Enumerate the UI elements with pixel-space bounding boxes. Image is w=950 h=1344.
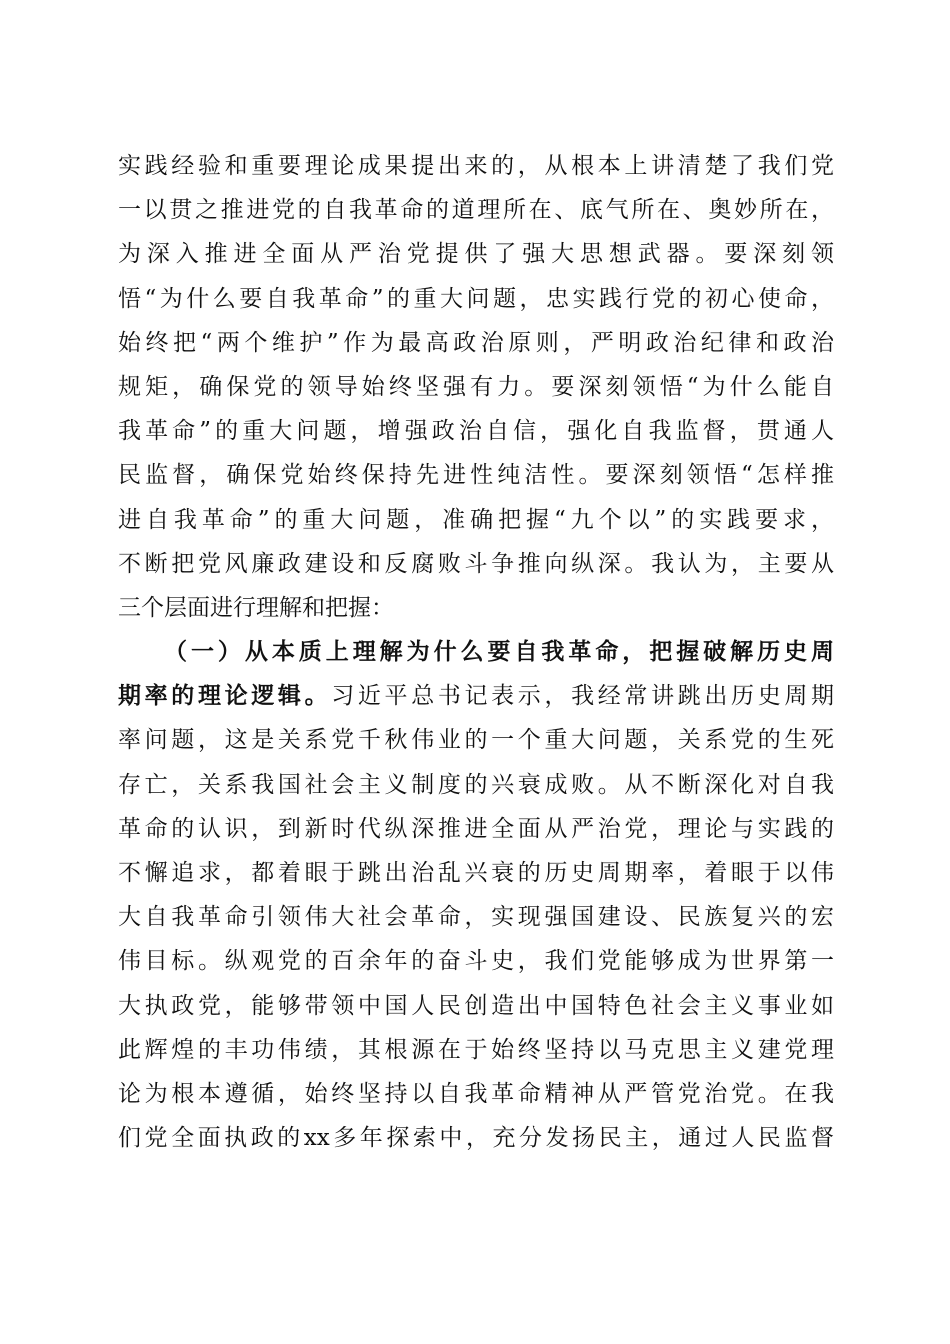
text-line — [118, 763, 834, 807]
line-text: 大自我革命引领伟大社会革命，实现强国建设、民族复兴的宏 — [118, 904, 834, 931]
line-text: 为深入推进全面从严治党提供了强大思想武器。要深刻领 — [118, 241, 834, 268]
text-line — [118, 586, 834, 630]
text-line — [118, 542, 834, 586]
bold-heading-text: 期率的理论逻辑。 — [118, 682, 332, 710]
line-text: 们党全面执政的xx多年探索中，充分发扬民主，通过人民监督 — [118, 1125, 834, 1152]
line-text: 不懈追求，都着眼于跳出治乱兴衰的历史周期率，着眼于以伟 — [118, 860, 834, 886]
text-line — [118, 498, 834, 542]
text-line — [118, 895, 834, 939]
line-text: 始终把“两个维护”作为最高政治原则，严明政治纪律和政治 — [118, 329, 834, 356]
bold-heading-text: （一）从本质上理解为什么要自我革命，把握破解历史周 — [164, 638, 834, 666]
line-text: 革命的认识，到新时代纵深推进全面从严治党，理论与实践的 — [118, 815, 834, 842]
text-line — [118, 365, 834, 409]
line-text: 大执政党，能够带领中国人民创造出中国特色社会主义事业如 — [118, 992, 834, 1019]
text-line — [118, 984, 834, 1028]
line-text: 此辉煌的丰功伟绩，其根源在于始终坚持以马克思主义建党理 — [118, 1036, 834, 1063]
text-line — [118, 1072, 834, 1116]
line-text: 一以贯之推进党的自我革命的道理所在、底气所在、奥妙所在， — [118, 197, 834, 224]
line-text: 悟“为什么要自我革命”的重大问题，忠实践行党的初心使命， — [118, 285, 834, 312]
text-line — [118, 630, 834, 674]
text-line — [118, 807, 834, 851]
line-text: 我革命”的重大问题，增强政治自信，强化自我监督，贯通人 — [118, 418, 834, 445]
line-text: 率问题，这是关系党千秋伟业的一个重大问题，关系党的生死 — [118, 727, 834, 754]
body-text — [118, 144, 834, 1160]
text-line — [118, 277, 834, 321]
text-line — [118, 1028, 834, 1072]
text-line — [118, 188, 834, 232]
line-text: 论为根本遵循，始终坚持以自我革命精神从严管党治党。在我 — [118, 1080, 834, 1107]
text-line — [118, 851, 834, 895]
text-line — [118, 144, 834, 188]
line-text: 习近平总书记表示，我经常讲跳出历史周期 — [331, 683, 835, 710]
text-line — [118, 409, 834, 453]
line-text: 存亡，关系我国社会主义制度的兴衰成败。从不断深化对自我 — [118, 771, 834, 798]
text-line — [118, 674, 834, 718]
line-text: 进自我革命”的重大问题，准确把握“九个以”的实践要求， — [118, 506, 834, 533]
text-line — [118, 939, 834, 983]
line-text: 民监督，确保党始终保持先进性纯洁性。要深刻领悟“怎样推 — [118, 462, 834, 489]
line-text: 三个层面进行理解和把握： — [118, 594, 394, 621]
text-line — [118, 1116, 834, 1160]
text-line — [118, 232, 834, 276]
line-text: 伟目标。纵观党的百余年的奋斗史，我们党能够成为世界第一 — [118, 948, 834, 975]
text-line — [118, 718, 834, 762]
line-text: 不断把党风廉政建设和反腐败斗争推向纵深。我认为，主要从 — [118, 550, 834, 577]
text-line — [118, 453, 834, 497]
text-line — [118, 321, 834, 365]
line-text: 实践经验和重要理论成果提出来的，从根本上讲清楚了我们党 — [118, 153, 834, 179]
line-text: 规矩，确保党的领导始终坚强有力。要深刻领悟“为什么能自 — [118, 373, 834, 400]
